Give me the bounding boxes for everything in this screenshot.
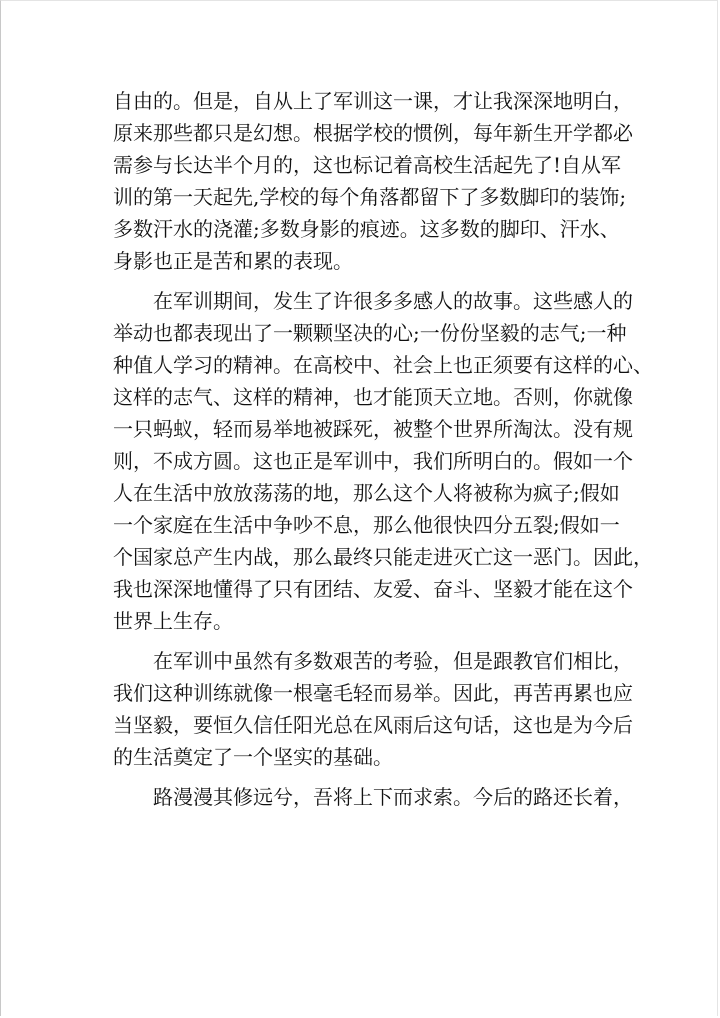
text-line: 训的第一天起先,学校的每个角落都留下了多数脚印的装饰; — [113, 185, 627, 209]
text-line: 需参与长达半个月的，这也标记着高校生活起先了!自从军 — [113, 153, 622, 177]
text-line: 多数汗水的浇灌;多数身影的痕迹。这多数的脚印、汗水、 — [113, 217, 620, 241]
paragraph-start-line: 在军训中虽然有多数艰苦的考验，但是跟教官们相比， — [113, 649, 633, 673]
document-body — [113, 85, 653, 813]
text-line: 当坚毅，要恒久信任阳光总在风雨后这句话，这也是为今后 — [113, 713, 633, 737]
text-line: 种值人学习的精神。在高校中、社会上也正须要有这样的心、 — [113, 353, 653, 377]
text-line: 世界上生存。 — [113, 609, 233, 633]
text-line: 自由的。但是，自从上了军训这一课，才让我深深地明白， — [113, 89, 633, 113]
text-line: 一只蚂蚁，轻而易举地被踩死，被整个世界所淘汰。没有规 — [113, 417, 633, 441]
text-line: 原来那些都只是幻想。根据学校的惯例，每年新生开学都必 — [113, 121, 633, 145]
text-line: 身影也正是苦和累的表现。 — [113, 249, 353, 273]
text-line: 我们这种训练就像一根毫毛轻而易举。因此，再苦再累也应 — [113, 681, 633, 705]
paragraph-start-line: 路漫漫其修远兮，吾将上下而求索。今后的路还长着， — [113, 785, 633, 809]
paragraph-start-line: 在军训期间，发生了许很多多感人的故事。这些感人的 — [113, 289, 633, 313]
text-line: 则，不成方圆。这也正是军训中，我们所明白的。假如一个 — [113, 449, 633, 473]
text-line: 个国家总产生内战，那么最终只能走进灭亡这一恶门。因此， — [113, 545, 653, 569]
text-line: 举动也都表现出了一颗颗坚决的心;一份份坚毅的志气;一种 — [113, 321, 627, 345]
text-line: 一个家庭在生活中争吵不息，那么他很快四分五裂;假如一 — [113, 513, 620, 537]
text-line: 这样的志气、这样的精神，也才能顶天立地。否则，你就像 — [113, 385, 633, 409]
text-line: 人在生活中放放荡荡的地，那么这个人将被称为疯子;假如 — [113, 481, 620, 505]
text-line: 的生活奠定了一个坚实的基础。 — [113, 745, 393, 769]
text-line: 我也深深地懂得了只有团结、友爱、奋斗、坚毅才能在这个 — [113, 577, 633, 601]
